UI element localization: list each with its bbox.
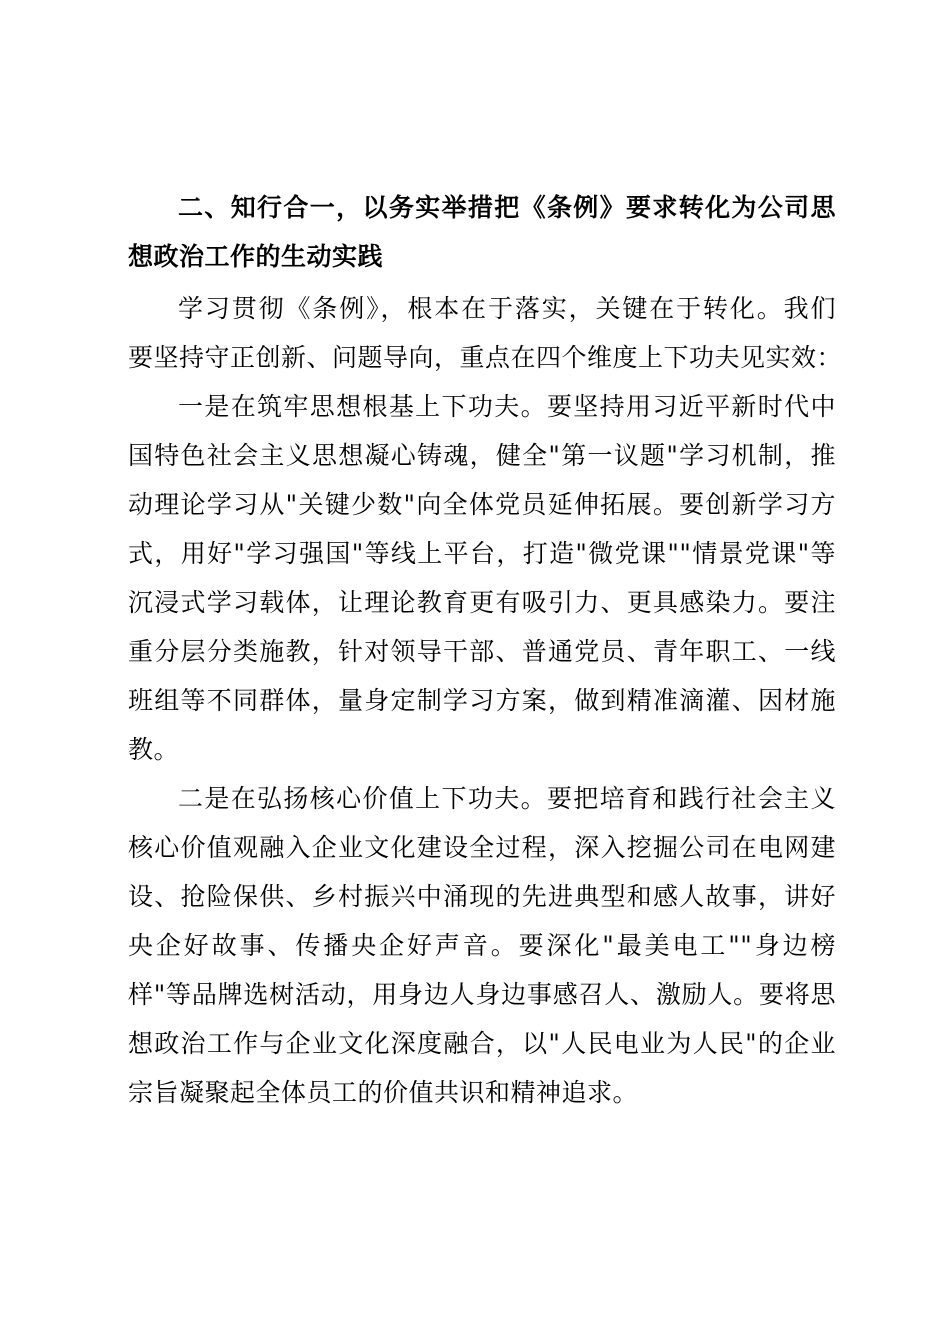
paragraph-line: 二是在弘扬核心价值上下功夫。要把培育和践行社会主义 xyxy=(178,784,836,813)
paragraph-line: 沉浸式学习载体，让理论教育更有吸引力、更具感染力。要注 xyxy=(128,588,836,617)
paragraph-line: 动理论学习从"关键少数"向全体党员延伸拓展。要创新学习方 xyxy=(128,490,836,519)
paragraph-line: 想政治工作与企业文化深度融合，以"人民电业为人民"的企业 xyxy=(128,1029,836,1058)
paragraph-line: 班组等不同群体，量身定制学习方案，做到精准滴灌、因材施 xyxy=(128,686,836,715)
paragraph-line: 学习贯彻《条例》，根本在于落实，关键在于转化。我们 xyxy=(178,294,836,323)
paragraph-line: 要坚持守正创新、问题导向，重点在四个维度上下功夫见实效： xyxy=(128,343,843,372)
paragraph-line: 教。 xyxy=(128,735,180,764)
heading-line: 二、知行合一，以务实举措把《条例》要求转化为公司思 xyxy=(178,193,836,222)
heading-line: 想政治工作的生动实践 xyxy=(128,242,384,271)
section-heading xyxy=(128,183,836,281)
paragraph-line: 一是在筑牢思想根基上下功夫。要坚持用习近平新时代中 xyxy=(178,392,836,421)
paragraph-intro xyxy=(128,284,843,382)
paragraph-line: 国特色社会主义思想凝心铸魂，健全"第一议题"学习机制，推 xyxy=(128,441,836,470)
document-body xyxy=(128,183,843,1117)
paragraph-line: 式，用好"学习强国"等线上平台，打造"微党课""情景党课"等 xyxy=(128,539,836,568)
paragraph-point-two xyxy=(128,774,836,1117)
paragraph-line: 央企好故事、传播央企好声音。要深化"最美电工""身边榜 xyxy=(128,931,836,960)
paragraph-line: 样"等品牌选树活动，用身边人身边事感召人、激励人。要将思 xyxy=(128,980,836,1009)
paragraph-line: 宗旨凝聚起全体员工的价值共识和精神追求。 xyxy=(128,1078,639,1107)
paragraph-point-one xyxy=(128,382,836,774)
paragraph-line: 设、抢险保供、乡村振兴中涌现的先进典型和感人故事，讲好 xyxy=(128,882,836,911)
paragraph-line: 重分层分类施教，针对领导干部、普通党员、青年职工、一线 xyxy=(128,637,836,666)
paragraph-line: 核心价值观融入企业文化建设全过程，深入挖掘公司在电网建 xyxy=(128,833,836,862)
